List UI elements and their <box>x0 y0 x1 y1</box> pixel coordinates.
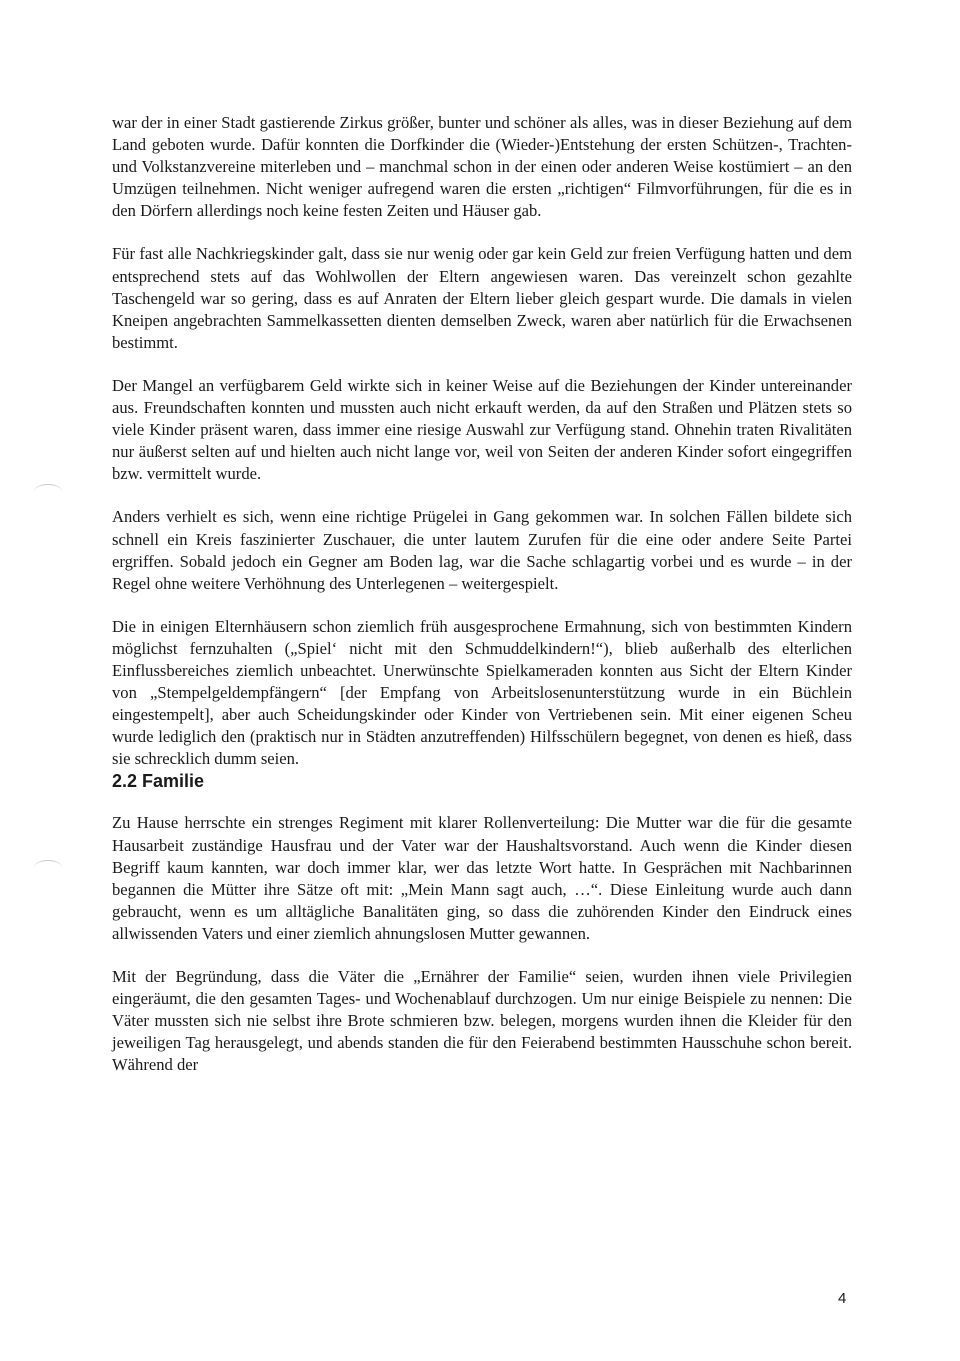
paragraph-zirkus: war der in einer Stadt gastierende Zirkus größer, bunter und schöner als alles, was in dieser Beziehung auf dem Land geboten wurde. Dafür konnten die Dorfkinder die (Wieder-)Entstehung der ersten Schützen-, Trachten- und Volkstanzvereine miterleben und – manchmal schon in der einen oder anderen Weise kostümiert – an den Umzügen teilnehmen. Nicht weniger aufregend waren die ersten „richtigen“ Filmvorführungen, für die es in den Dörfern allerdings noch keine festen Zeiten und Häuser gab. <box>112 113 852 221</box>
section-heading: 2.2 Familie <box>112 771 205 792</box>
paragraph-pruegelei: Anders verhielt es sich, wenn eine richtige Prügelei in Gang gekommen war. In solchen Fällen bildete sich schnell ein Kreis faszinierter Zuschauer, die unter lautem Zurufen für die eine oder andere Seite Partei ergriffen. Sobald jedoch ein Gegner am Boden lag, war die Sache schlagartig vorbei und es wurde – in der Regel ohne weitere Verhöhnung des Unterlegenen – weitergespielt. <box>112 507 852 593</box>
paragraph-freundschaften: Der Mangel an verfügbarem Geld wirkte sich in keiner Weise auf die Beziehungen der Kinder untereinander aus. Freundschaften konnten und mussten auch nicht erkauft werden, da auf den Straßen und Plätzen stets so viele Kinder präsent waren, dass immer eine riesige Auswahl zur Verfügung stand. Ohnehin traten Rivalitäten nur äußerst selten auf und hielten auch nicht lange vor, weil von Seiten der anderen Kinder sofort eingegriffen bzw. vermittelt wurde. <box>112 375 852 484</box>
paragraph-privilegien: Mit der Begründung, dass die Väter die „Ernährer der Familie“ seien, wurden ihnen viele Privilegien eingeräumt, die den gesamten Tages- und Wochenablauf durchzogen. Um nur einige Beispiele zu nennen: Die Väter mussten sich nie selbst ihre Brote schmieren bzw. belegen, morgens wurden ihnen die Kleider für den jeweiligen Tag herausgelegt, und abends standen die für den Feierabend bestimmten Hausschuhe schon bereit. Während der <box>112 967 852 1075</box>
page-number: 4 <box>838 1290 847 1307</box>
document-page <box>112 112 852 1076</box>
paragraph-rollenverteilung: Zu Hause herrschte ein strenges Regiment mit klarer Rollenverteilung: Die Mutter war die für die gesamte Hausarbeit zuständige Hausfrau und der Vater war der Haushaltsvorstand. Auch wenn die Kinder diesen Begriff kaum kannten, war doch immer klar, wer das letzte Wort hatte. In Gesprächen mit Nachbarinnen begannen die Mütter ihre Sätze oft mit: „Mein Mann sagt auch, …“. Diese Einleitung wurde auch dann gebraucht, wenn es um alltägliche Banalitäten ging, so dass die zuhörenden Kinder den Eindruck eines allwissenden Vaters und einer ziemlich ahnungslosen Mutter gewannen. <box>112 813 852 943</box>
punch-hole-mark-top <box>34 484 62 499</box>
punch-hole-mark-bottom <box>34 860 62 875</box>
paragraph-ermahnung: Die in einigen Elternhäusern schon ziemlich früh ausgesprochene Ermahnung, sich von bestimmten Kindern möglichst fernzuhalten („Spiel‘ nicht mit den Schmuddelkindern!“), blieb außerhalb des elterlichen Einflussbereiches ziemlich unbeachtet. Unerwünschte Spielkameraden konnten aus Sicht der Eltern Kinder von „Stempelgeldempfängern“ [der Empfang von Arbeitslosenunterstützung wurde in ein Büchlein eingestempelt], aber auch Scheidungskinder oder Kinder von Vertriebenen sein. Mit einer eigenen Scheu wurde lediglich den (praktisch nur in Städten anzutreffenden) Hilfsschülern begegnet, von denen es hieß, dass sie schrecklich dumm seien. <box>112 616 852 769</box>
paragraph-taschengeld: Für fast alle Nachkriegskinder galt, dass sie nur wenig oder gar kein Geld zur freien Verfügung hatten und dem entsprechend stets auf das Wohlwollen der Eltern angewiesen waren. Das vereinzelt schon gezahlte Taschengeld war so gering, dass es auf Anraten der Eltern lieber gleich gespart wurde. Die damals in vielen Kneipen angebrachten Sammelkassetten dienten demselben Zweck, waren aber natürlich für die Erwachsenen bestimmt. <box>112 244 852 352</box>
